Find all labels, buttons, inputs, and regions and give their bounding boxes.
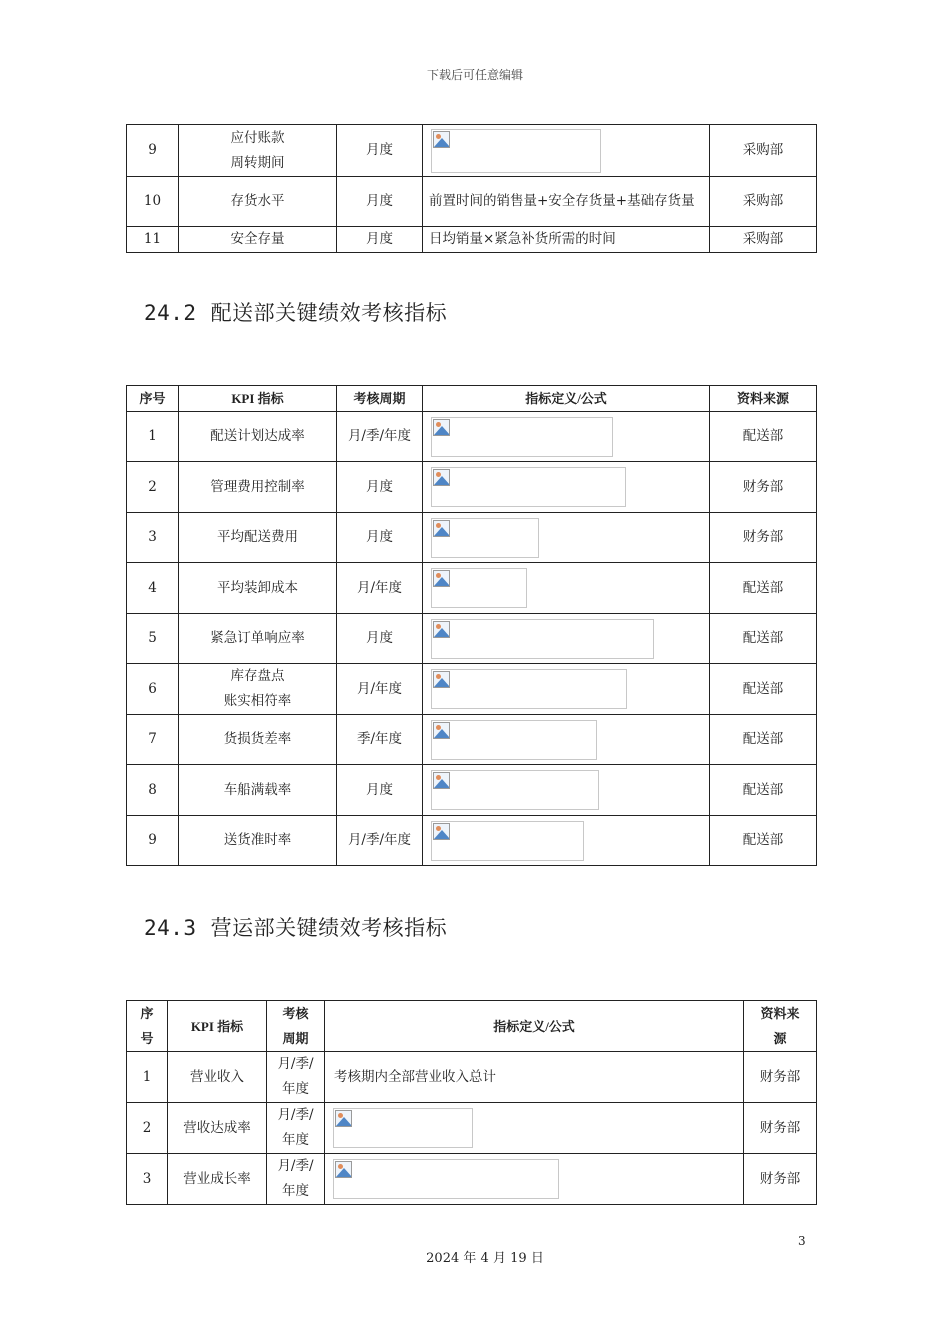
broken-image-icon (433, 671, 450, 688)
table-header-row (127, 386, 817, 412)
kpi-period: 月度 (337, 177, 423, 227)
kpi-period-line: 年度 (282, 1183, 309, 1199)
kpi-source: 财务部 (710, 513, 817, 563)
row-number: 5 (127, 614, 179, 664)
kpi-source: 配送部 (710, 614, 817, 664)
footer-day: 19 (510, 1251, 527, 1266)
kpi-name: 平均配送费用 (179, 513, 337, 563)
formula-image-placeholder (431, 467, 626, 507)
header-kpi: KPI 指标 (179, 386, 337, 412)
kpi-name: 货损货差率 (179, 715, 337, 765)
header-line: 考核 (282, 1006, 309, 1021)
kpi-source: 配送部 (710, 765, 817, 816)
footer-year: 2024 (426, 1251, 460, 1266)
kpi-formula: 前置时间的销售量+安全存货量+基础存货量 (423, 177, 710, 227)
section-title: 配送部关键绩效考核指标 (210, 301, 448, 325)
kpi-period: 月度 (337, 462, 423, 513)
kpi-source: 配送部 (710, 563, 817, 614)
table-row (127, 715, 817, 765)
broken-image-icon (433, 469, 450, 486)
section-heading-24-3 (144, 912, 447, 942)
kpi-period (267, 1154, 325, 1205)
kpi-formula (325, 1103, 744, 1154)
row-number: 1 (127, 1052, 168, 1103)
formula-image-placeholder (431, 669, 627, 709)
header-definition: 指标定义/公式 (423, 386, 710, 412)
kpi-name: 平均装卸成本 (179, 563, 337, 614)
kpi-name-line: 库存盘点 (230, 668, 285, 684)
kpi-period: 月度 (337, 227, 423, 253)
formula-image-placeholder (333, 1108, 473, 1148)
table-row (127, 513, 817, 563)
kpi-period: 月度 (337, 513, 423, 563)
formula-image-placeholder (431, 619, 654, 659)
kpi-period: 月度 (337, 125, 423, 177)
kpi-source: 财务部 (744, 1154, 817, 1205)
broken-image-icon (433, 772, 450, 789)
row-number: 11 (127, 227, 179, 253)
kpi-source: 财务部 (744, 1052, 817, 1103)
header-period: 考核周期 (337, 386, 423, 412)
header-period (267, 1001, 325, 1052)
procurement-kpi-table (126, 124, 817, 253)
distribution-kpi-table (126, 385, 817, 866)
kpi-name-line: 应付账款 (230, 129, 285, 146)
kpi-source: 财务部 (744, 1103, 817, 1154)
section-number: 24.2 (144, 301, 197, 325)
header-no (127, 1001, 168, 1052)
formula-image-placeholder (431, 770, 599, 810)
kpi-formula (423, 462, 710, 513)
kpi-period-line: 月/季/ (277, 1158, 314, 1174)
kpi-name-line: 账实相符率 (223, 693, 292, 709)
kpi-period: 月/季/年度 (337, 412, 423, 462)
table-row (127, 462, 817, 513)
kpi-formula (423, 765, 710, 816)
table-row (127, 1103, 817, 1154)
footer-month-unit: 月 (492, 1251, 506, 1266)
table-row (127, 816, 817, 866)
row-number: 9 (127, 125, 179, 177)
table-row (127, 1154, 817, 1205)
kpi-period: 月/季/年度 (337, 816, 423, 866)
formula-image-placeholder (333, 1159, 559, 1199)
table-row (127, 412, 817, 462)
header-line: 周期 (282, 1031, 309, 1046)
kpi-name (179, 125, 337, 177)
footer-month: 4 (480, 1251, 489, 1266)
broken-image-icon (433, 131, 450, 148)
formula-image-placeholder (431, 821, 584, 861)
broken-image-icon (335, 1110, 352, 1127)
kpi-formula (423, 664, 710, 715)
header-line: 序 (140, 1006, 154, 1021)
kpi-source: 配送部 (710, 715, 817, 765)
row-number: 4 (127, 563, 179, 614)
footer-year-unit: 年 (463, 1251, 477, 1266)
row-number: 7 (127, 715, 179, 765)
kpi-period (267, 1052, 325, 1103)
header-definition: 指标定义/公式 (325, 1001, 744, 1052)
page-header-note: 下载后可任意编辑 (426, 68, 523, 82)
table-header-row (127, 1001, 817, 1052)
kpi-formula: 考核期内全部营业收入总计 (325, 1052, 744, 1103)
kpi-name-line: 周转期间 (230, 154, 285, 171)
kpi-period: 月/年度 (337, 664, 423, 715)
kpi-period-line: 月/季/ (277, 1056, 314, 1072)
broken-image-icon (433, 570, 450, 587)
kpi-name: 存货水平 (179, 177, 337, 227)
kpi-period-line: 月/季/ (277, 1107, 314, 1123)
kpi-period (267, 1103, 325, 1154)
table-row (127, 1052, 817, 1103)
page-number: 3 (798, 1234, 806, 1248)
table-row (127, 227, 817, 253)
kpi-name: 管理费用控制率 (179, 462, 337, 513)
formula-image-placeholder (431, 568, 527, 608)
kpi-name: 营业成长率 (168, 1154, 267, 1205)
row-number: 9 (127, 816, 179, 866)
kpi-source: 配送部 (710, 412, 817, 462)
section-heading-24-2 (144, 297, 447, 327)
header-source: 资料来源 (710, 386, 817, 412)
section-number: 24.3 (144, 916, 197, 940)
kpi-name: 紧急订单响应率 (179, 614, 337, 664)
kpi-name: 车船满载率 (179, 765, 337, 816)
table-row (127, 765, 817, 816)
broken-image-icon (433, 520, 450, 537)
section-title: 营运部关键绩效考核指标 (210, 916, 448, 940)
kpi-period: 月度 (337, 614, 423, 664)
kpi-formula (423, 614, 710, 664)
row-number: 2 (127, 1103, 168, 1154)
kpi-formula (423, 412, 710, 462)
operations-kpi-table (126, 1000, 817, 1205)
broken-image-icon (433, 823, 450, 840)
broken-image-icon (433, 419, 450, 436)
header-line: 号 (140, 1031, 154, 1046)
kpi-source: 配送部 (710, 664, 817, 715)
header-line: 资料来 (760, 1006, 800, 1021)
kpi-source: 配送部 (710, 816, 817, 866)
row-number: 8 (127, 765, 179, 816)
kpi-period-line: 年度 (282, 1081, 309, 1097)
formula-image-placeholder (431, 518, 539, 558)
table-row (127, 614, 817, 664)
kpi-formula (423, 816, 710, 866)
footer-day-unit: 日 (530, 1251, 544, 1266)
table-row (127, 177, 817, 227)
kpi-name: 安全存量 (179, 227, 337, 253)
kpi-name: 送货准时率 (179, 816, 337, 866)
kpi-source: 财务部 (710, 462, 817, 513)
kpi-formula (423, 513, 710, 563)
kpi-formula (423, 125, 710, 177)
kpi-period: 月/年度 (337, 563, 423, 614)
kpi-period: 季/年度 (337, 715, 423, 765)
header-source (744, 1001, 817, 1052)
table-row (127, 664, 817, 715)
row-number: 2 (127, 462, 179, 513)
header-kpi: KPI 指标 (168, 1001, 267, 1052)
row-number: 3 (127, 513, 179, 563)
formula-image-placeholder (431, 720, 597, 760)
broken-image-icon (433, 722, 450, 739)
kpi-period: 月度 (337, 765, 423, 816)
kpi-formula (423, 563, 710, 614)
kpi-name (179, 664, 337, 715)
kpi-formula: 日均销量×紧急补货所需的时间 (423, 227, 710, 253)
broken-image-icon (335, 1161, 352, 1178)
footer-date (0, 1247, 950, 1266)
row-number: 3 (127, 1154, 168, 1205)
kpi-period-line: 年度 (282, 1132, 309, 1148)
kpi-formula (325, 1154, 744, 1205)
formula-image-placeholder (431, 129, 601, 173)
header-no: 序号 (127, 386, 179, 412)
kpi-name: 配送计划达成率 (179, 412, 337, 462)
kpi-source: 采购部 (710, 227, 817, 253)
kpi-formula (423, 715, 710, 765)
broken-image-icon (433, 621, 450, 638)
kpi-source: 采购部 (710, 177, 817, 227)
header-line: 源 (773, 1031, 787, 1046)
kpi-name: 营业收入 (168, 1052, 267, 1103)
table-row (127, 125, 817, 177)
formula-image-placeholder (431, 417, 613, 457)
table-row (127, 563, 817, 614)
kpi-source: 采购部 (710, 125, 817, 177)
row-number: 6 (127, 664, 179, 715)
kpi-name: 营收达成率 (168, 1103, 267, 1154)
row-number: 1 (127, 412, 179, 462)
row-number: 10 (127, 177, 179, 227)
